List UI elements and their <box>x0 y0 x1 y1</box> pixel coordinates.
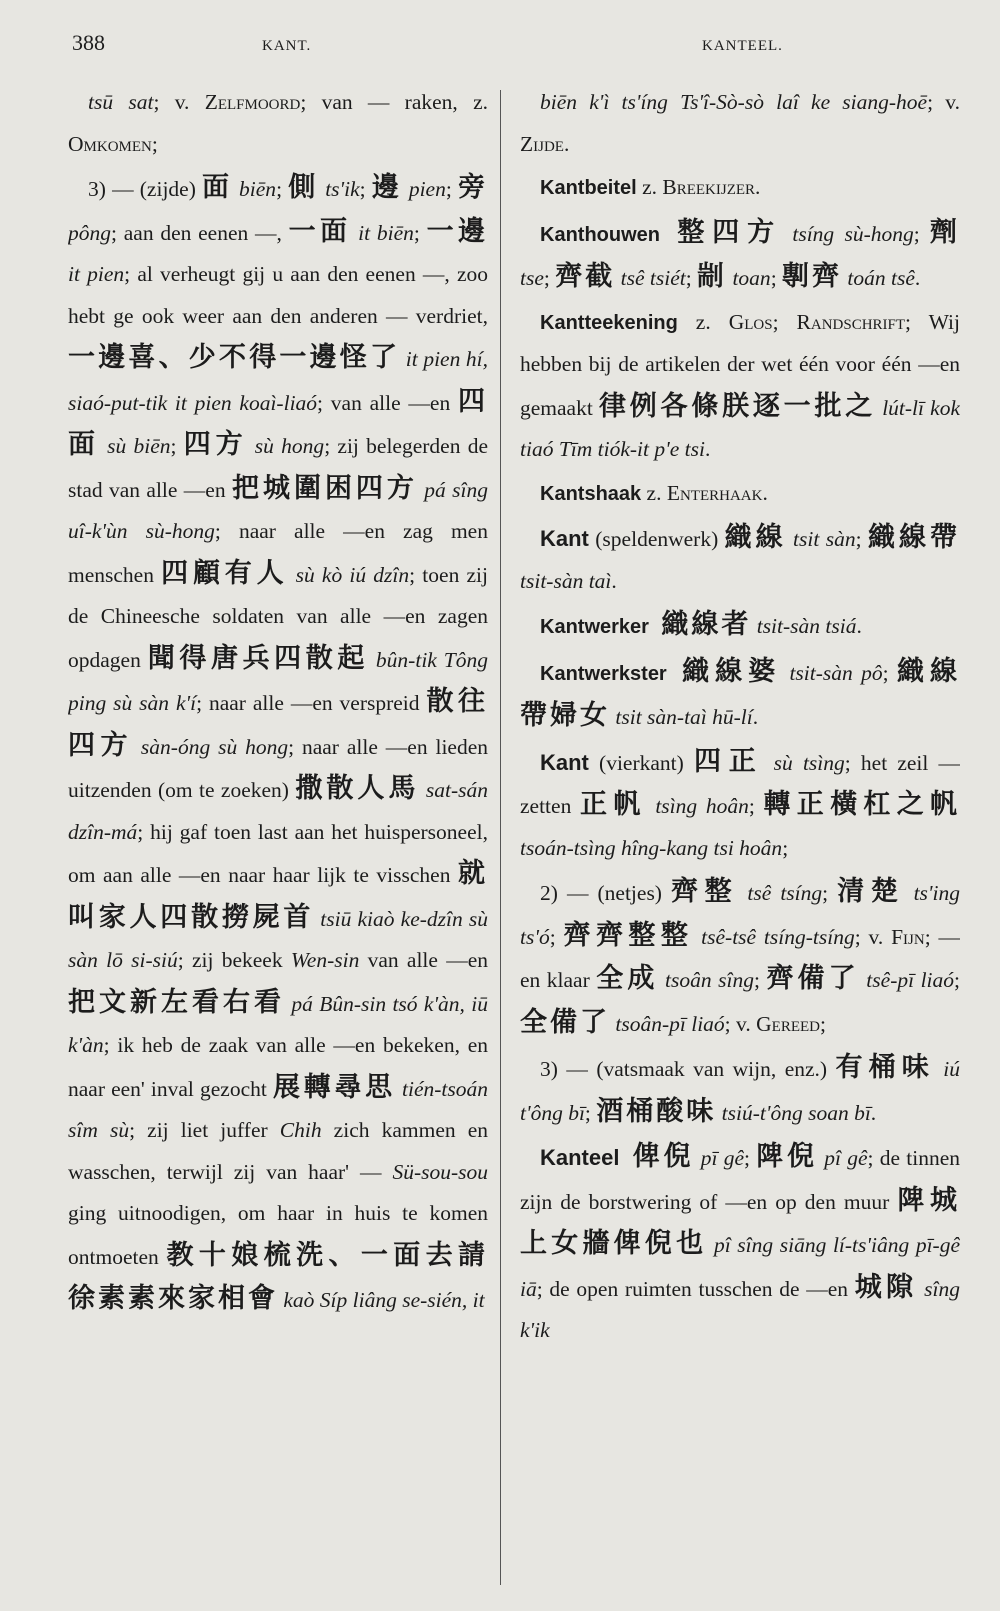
entry-text: ; <box>753 968 767 992</box>
romanization: sat-sán dzîn-má <box>68 778 488 844</box>
entry-text: ; <box>170 434 184 458</box>
romanization: pien <box>402 177 446 201</box>
chinese-characters: 四面 <box>68 385 488 460</box>
chinese-characters: 有桶味 <box>835 1052 935 1083</box>
romanization: sù hong <box>247 434 325 458</box>
entry-text: ; v. <box>153 90 205 114</box>
entry-text: ; zij liet juffer <box>129 1118 280 1142</box>
headword: Kantbeitel <box>540 177 637 199</box>
chinese-characters: 織線 <box>724 522 787 553</box>
entry-text: . <box>752 705 759 729</box>
entry-text: zich kammen en wasschen, terwijl zij van haar' — <box>68 1118 488 1184</box>
entry-text: ; <box>276 177 289 201</box>
left-column <box>68 82 488 1592</box>
entry-text: ; <box>413 220 427 245</box>
entry-text: ; aan den eenen —, <box>111 220 289 245</box>
romanization: Chih <box>279 1118 322 1142</box>
cross-reference: Breekijzer <box>662 175 756 199</box>
headword: Kantteekening <box>540 311 678 334</box>
romanization: tsit sàn-taì hū-lí <box>610 705 753 729</box>
entry-text: ; <box>954 968 960 992</box>
romanization: tsê tsiét <box>615 266 686 290</box>
chinese-characters: 全成 <box>596 963 659 994</box>
romanization: it pien <box>68 262 125 286</box>
chinese-characters: 剬 <box>697 261 728 292</box>
entry-text: ; v. <box>854 924 892 949</box>
chinese-characters: 齊整 <box>671 876 739 907</box>
romanization: sîng k'ik <box>520 1276 960 1342</box>
romanization: kaò Síp liâng se-sién, it <box>278 1288 485 1312</box>
entry-text: ; — en klaar <box>520 924 960 992</box>
romanization: pî sîng siāng lí-ts'iâng pī-gê iā <box>520 1233 960 1301</box>
page-number: 388 <box>72 30 105 55</box>
romanization: pá sîng uî-k'ùn sù-hong <box>68 477 488 543</box>
entry-text: ; <box>584 1100 597 1125</box>
entry-text: z. <box>677 309 729 334</box>
romanization: toán tsê <box>842 266 915 290</box>
romanization: tsê-tsê tsíng-tsíng <box>693 924 855 949</box>
entry-text: ; <box>744 1146 757 1170</box>
romanization: toan <box>727 266 771 290</box>
cross-reference: Enterhaak <box>666 480 763 505</box>
entry-text: . <box>704 437 711 461</box>
entry-text: van alle —en <box>359 948 488 972</box>
chinese-characters: 織線帶婦女 <box>520 655 960 731</box>
entry-text: ; <box>359 177 372 201</box>
entry-text: ; <box>748 794 764 818</box>
entry-text: ; zij belegerden de stad van alle —en <box>68 434 488 502</box>
entry-text: ; naar alle —en zag men menschen <box>68 519 488 587</box>
entry-text: z. <box>641 480 667 505</box>
entry-text: . <box>755 175 761 199</box>
romanization: tsiū kiaò ke-dzîn sù sàn lō si-siú <box>68 906 488 972</box>
dictionary-entry <box>520 82 960 165</box>
entry-text: ; <box>913 221 930 246</box>
entry-text: z. <box>636 175 663 199</box>
dictionary-entry <box>520 1136 960 1352</box>
dictionary-entry <box>520 473 960 516</box>
entry-text: ging uitnoodigen, om haar in huis te komen ontmoeten <box>68 1201 488 1269</box>
chinese-characters: 俾倪 <box>619 1141 695 1172</box>
romanization: tsit-sàn taì <box>520 568 612 593</box>
romanization: tsê-pī liaó <box>859 968 955 992</box>
romanization: tsìng hoân <box>646 794 749 818</box>
chinese-characters: 四顧有人 <box>161 557 289 589</box>
chinese-characters: 四正 <box>693 745 764 777</box>
romanization: bûn-tik Tông ping sù sàn k'í <box>68 647 488 715</box>
chinese-characters: 把城圍困四方 <box>231 472 418 504</box>
dictionary-entry <box>520 1047 960 1134</box>
chinese-characters: 把文新左看右看 <box>68 986 285 1018</box>
entry-text: ; <box>151 131 158 156</box>
entry-text: ; <box>882 660 897 685</box>
entry-text: ; de open ruimten tusschen de —en <box>536 1276 855 1301</box>
chinese-characters: 撒散人馬 <box>295 773 420 804</box>
romanization: tién-tsoán sîm sù <box>68 1076 488 1142</box>
romanization: tsoân sîng <box>658 968 754 992</box>
entry-text: ; toen zij de Chineesche soldaten van alle —en zagen opdagen <box>68 562 488 672</box>
chinese-characters: 齊齊整整 <box>563 919 694 951</box>
romanization: sàn-óng sù hong <box>133 734 289 759</box>
chinese-characters: 轉正橫杠之帆 <box>763 789 960 820</box>
romanization: tsê tsíng <box>738 881 823 905</box>
right-column <box>520 82 960 1592</box>
romanization: ts'ing ts'ó <box>520 881 960 949</box>
headword: Kanteel <box>540 1145 620 1170</box>
entry-text: ; <box>772 309 797 334</box>
dictionary-entry <box>520 741 960 870</box>
entry-text: ; de tinnen zijn de borstwering of —en op den muur <box>520 1146 960 1214</box>
dictionary-entry <box>68 82 488 165</box>
chinese-characters: 四方 <box>183 429 248 460</box>
headword: Kant <box>540 749 589 775</box>
entry-text: . <box>870 1100 877 1125</box>
romanization: pī gê <box>694 1146 745 1170</box>
entry-text: ; naar alle —en lieden uitzenden (om te zoeken) <box>68 734 488 802</box>
entry-text: 3) — (zijde) <box>88 177 203 201</box>
cross-reference: Glos <box>728 309 773 334</box>
chinese-characters: 整四方 <box>660 216 783 248</box>
romanization: pông <box>68 220 111 245</box>
dictionary-entry <box>520 651 960 739</box>
entry-text: ; van — raken, z. <box>300 90 488 114</box>
cross-reference: Omkomen <box>68 131 152 156</box>
chinese-characters: 側 <box>288 172 320 203</box>
entry-text: ; <box>819 1011 826 1036</box>
chinese-characters: 邊 <box>371 172 403 203</box>
dictionary-entry <box>68 167 488 1322</box>
entry-text: ; <box>855 527 868 551</box>
cross-reference: Randschrift <box>796 309 906 334</box>
dictionary-entry <box>520 604 960 649</box>
headword: Kantshaak <box>540 482 642 505</box>
chinese-characters: 就叫家人四散撈屍首 <box>68 858 488 933</box>
entry-text: ; hij gaf toen last aan het huispersoneel, om aan alle —en naar haar lijk te visschen <box>68 819 488 887</box>
romanization: sù tsìng <box>763 750 845 775</box>
chinese-characters: 展轉尋思 <box>272 1071 396 1103</box>
chinese-characters: 律例各條朕逐一批之 <box>598 390 877 422</box>
chinese-characters: 面 <box>202 172 233 203</box>
chinese-characters: 散往四方 <box>68 686 488 761</box>
romanization: tse <box>520 266 544 290</box>
romanization: lút-lī kok tiaó Tīm tiók-it p'e tsi <box>520 395 960 461</box>
romanization: pî gê <box>817 1146 868 1170</box>
romanization: ts'ik <box>319 177 360 201</box>
romanization: Sü-sou-sou <box>392 1159 488 1184</box>
romanization: tsit-sàn pô <box>781 660 883 685</box>
romanization: sù biēn <box>99 434 171 458</box>
chinese-characters: 劑 <box>930 216 960 248</box>
chinese-characters: 織線者 <box>648 609 752 640</box>
chinese-characters: 陴城上女牆俾倪也 <box>520 1184 960 1259</box>
chinese-characters: 一面 <box>288 215 352 247</box>
entry-text: ; het zeil — zetten <box>520 750 960 818</box>
entry-text: ; naar alle —en verspreid <box>196 691 427 715</box>
chinese-characters: 旁 <box>458 172 488 203</box>
entry-text: . <box>914 266 921 290</box>
entry-text: ; al verheugt gij u aan den eenen —, zoo hebt ge ook weer aan den anderen — verdriet, <box>68 262 488 328</box>
chinese-characters: 剸齊 <box>782 261 843 292</box>
entry-text: ; van alle —en <box>317 390 458 415</box>
entry-text: (speldenwerk) <box>588 527 725 551</box>
dictionary-entry <box>520 517 960 602</box>
cross-reference: Fijn <box>891 924 925 949</box>
chinese-characters: 教十娘梳洗、一面去請徐素素來家相會 <box>68 1239 488 1314</box>
chinese-characters: 齊備了 <box>766 963 860 994</box>
entry-text: ; <box>822 881 838 905</box>
cross-reference: Zijde <box>520 131 564 156</box>
romanization: tsit sàn <box>786 527 856 551</box>
romanization: it pien hí, siaó-put-tik it pien koaì-liaó <box>68 347 488 415</box>
headword: Kantwerker <box>540 616 649 638</box>
entry-text: ; <box>445 177 458 201</box>
chinese-characters: 城隙 <box>854 1271 918 1303</box>
entry-text: ; v. <box>927 90 960 114</box>
romanization: biēn <box>232 177 277 201</box>
entry-text: ; zij bekeek <box>177 948 291 972</box>
right-column-title: KANTEEL. <box>702 38 783 54</box>
entry-text: ; v. <box>724 1011 757 1036</box>
entry-text: ; <box>782 835 789 860</box>
entry-text: ; Wij hebben bij de artikelen der wet één voor één —en gemaakt <box>520 309 960 420</box>
entry-text: (vierkant) <box>588 750 694 775</box>
dictionary-entry <box>520 871 960 1045</box>
headword: Kant <box>540 526 589 551</box>
romanization: iú t'ông bī <box>520 1057 960 1125</box>
romanization: biēn k'ì ts'íng Ts'î-Sò-sò laî ke siang-hoē <box>540 90 928 114</box>
romanization: tsíng sù-hong <box>782 221 914 246</box>
entry-text: . <box>611 568 617 593</box>
romanization: it biēn <box>351 220 414 245</box>
romanization: tsoân-pī liaó <box>610 1011 725 1036</box>
romanization: tsoán-tsìng hîng-kang tsi hoân <box>520 835 783 860</box>
romanization: tsit-sàn tsiá <box>751 614 857 638</box>
cross-reference: Gereed <box>756 1011 820 1036</box>
entry-text: 2) — (netjes) <box>540 881 672 905</box>
entry-text: ; <box>770 266 783 290</box>
dictionary-entry <box>520 302 960 471</box>
chinese-characters: 織線帶 <box>867 522 960 553</box>
running-header <box>72 30 970 70</box>
left-column-title: KANT. <box>262 38 312 54</box>
cross-reference: Zelfmoord <box>204 90 301 114</box>
chinese-characters: 酒桶酸味 <box>596 1095 717 1127</box>
headword: Kanthouwen <box>540 223 660 246</box>
romanization: sù kò iú dzîn <box>288 562 410 587</box>
dictionary-entry <box>520 212 960 300</box>
chinese-characters: 織線婆 <box>666 655 782 687</box>
chinese-characters: 正帆 <box>580 789 647 820</box>
entry-text: ; <box>549 924 564 949</box>
entry-text: . <box>563 131 570 156</box>
chinese-characters: 陴倪 <box>756 1141 818 1172</box>
entry-text: . <box>762 480 768 505</box>
romanization: pá Bûn-sin tsó k'àn, iū k'àn <box>68 991 488 1057</box>
entry-text: ; <box>685 266 698 290</box>
entry-text: 3) — (vatsmaak van wijn, enz.) <box>540 1057 836 1081</box>
chinese-characters: 一邊 <box>426 215 488 247</box>
romanization: Wen-sin <box>290 948 360 972</box>
romanization: tsiú-t'ông soan bī <box>716 1100 871 1125</box>
romanization: tsū sat <box>88 90 154 114</box>
entry-text: ; ik heb de zaak van alle —en bekeken, en naar een' inval gezocht <box>68 1033 488 1101</box>
entry-text: . <box>856 614 862 638</box>
entry-text: ; <box>543 266 556 290</box>
dictionary-entry <box>520 167 960 210</box>
column-divider <box>500 90 501 1585</box>
chinese-characters: 一邊喜、少不得一邊怪了 <box>68 342 401 373</box>
chinese-characters: 聞得唐兵四散起 <box>147 642 369 674</box>
chinese-characters: 清楚 <box>837 876 905 907</box>
headword: Kantwerkster <box>540 662 667 685</box>
chinese-characters: 齊截 <box>555 261 616 292</box>
chinese-characters: 全備了 <box>520 1006 610 1038</box>
